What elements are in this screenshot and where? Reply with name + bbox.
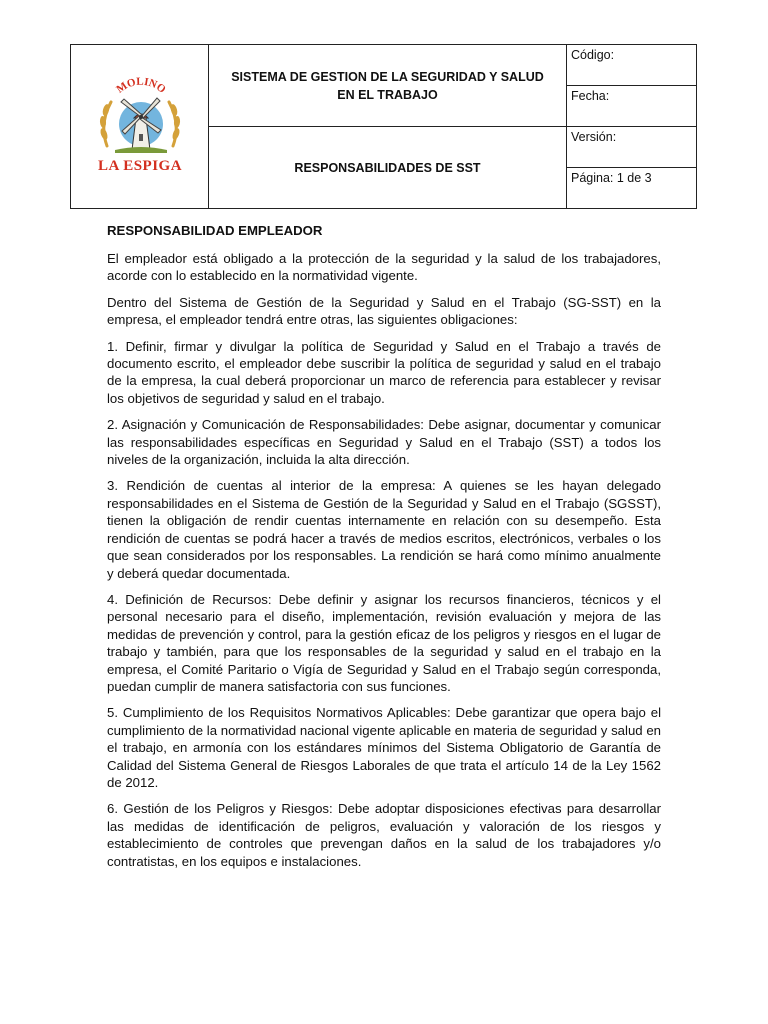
paragraph-item-5: 5. Cumplimiento de los Requisitos Normativos Aplicables: Debe garantizar que opera bajo el cumplimiento de la normatividad nacional vigente aplicable en materia de seguridad y salud en el trabajo, en armonía con los estándares mínimos del Sistema Obligatorio de Garantía de Calidad del Sistema General de Riesgos Laborales de que trata el artículo 14 de la Ley 1562 de 2012. — [107, 705, 661, 790]
document-body — [107, 222, 661, 879]
company-logo — [85, 72, 195, 182]
paragraph-obligations: Dentro del Sistema de Gestión de la Seguridad y Salud en el Trabajo (SG-SST) en la empresa, el empleador tendrá entre otras, las siguientes obligaciones: — [107, 294, 661, 328]
paragraph-item-6: 6. Gestión de los Peligros y Riesgos: Debe adoptar disposiciones efectivas para desarrollar las medidas de identificación de peligros, evaluación y valoración de los riesgos y establecimiento de controles que prevengan daños en la salud de los trabajadores y/o contratistas, en los equipos e instalaciones. — [107, 801, 661, 869]
paragraph-item-4: 4. Definición de Recursos: Debe definir y asignar los recursos financieros, técnicos y el personal necesario para el diseño, implementación, revisión evaluación y mejora de las medidas de prevención y control, para la gestión eficaz de los peligros y riesgos en el lugar de trabajo y también, para que los responsables de la seguridad y salud en el trabajo en la empresa, el Comité Paritario o Vigía de Seguridad y Salud en el Trabajo según corresponda, puedan cumplir de manera satisfactoria con sus funciones. — [107, 591, 661, 694]
svg-text:LA ESPIGA: LA ESPIGA — [97, 157, 182, 174]
logo-cell — [71, 45, 209, 209]
document-header — [70, 44, 697, 209]
section-heading: RESPONSABILIDAD EMPLEADOR — [107, 223, 323, 238]
windmill-logo-icon — [85, 72, 195, 182]
document-title: RESPONSABILIDADES DE SST — [209, 127, 567, 209]
paragraph-intro: El empleador está obligado a la protección de la seguridad y la salud de los trabajadores, acorde con lo establecido en la normatividad vigente. — [107, 251, 661, 284]
paragraph-item-1: 1. Definir, firmar y divulgar la política de Seguridad y Salud en el Trabajo a través de documento escrito, el empleador debe suscribir la política de seguridad y salud en el trabajo de la empresa, la cual deberá proporcionar un marco de referencia para establecer y revisar los objetivos de seguridad y salud en el trabajo. — [107, 338, 661, 406]
system-title: SISTEMA DE GESTION DE LA SEGURIDAD Y SALUD EN EL TRABAJO — [209, 45, 567, 127]
pagina-field: Página: 1 de 3 — [567, 168, 697, 209]
fecha-field: Fecha: — [567, 86, 697, 127]
codigo-field: Código: — [567, 45, 697, 86]
version-field: Versión: — [567, 127, 697, 168]
svg-text:MOLINO: MOLINO — [113, 75, 168, 96]
paragraph-item-3: 3. Rendición de cuentas al interior de la empresa: A quienes se les hayan delegado responsabilidades en el Sistema de Gestión de la Seguridad y Salud en el Trabajo (SGSST), tienen la obligación de rendir cuentas internamente en relación con su desempeño. Esta rendición de cuentas se podrá hacer a través de medios escritos, electrónicos, verbales o los que sean considerados por los responsables. La rendición se hará como mínimo anualmente y deberá quedar documentada. — [107, 478, 661, 581]
paragraph-item-2: 2. Asignación y Comunicación de Responsabilidades: Debe asignar, documentar y comunicar las responsabilidades específicas en Seguridad y Salud en el Trabajo (SST) a todos los niveles de la organización, incluida la alta dirección. — [107, 417, 661, 468]
